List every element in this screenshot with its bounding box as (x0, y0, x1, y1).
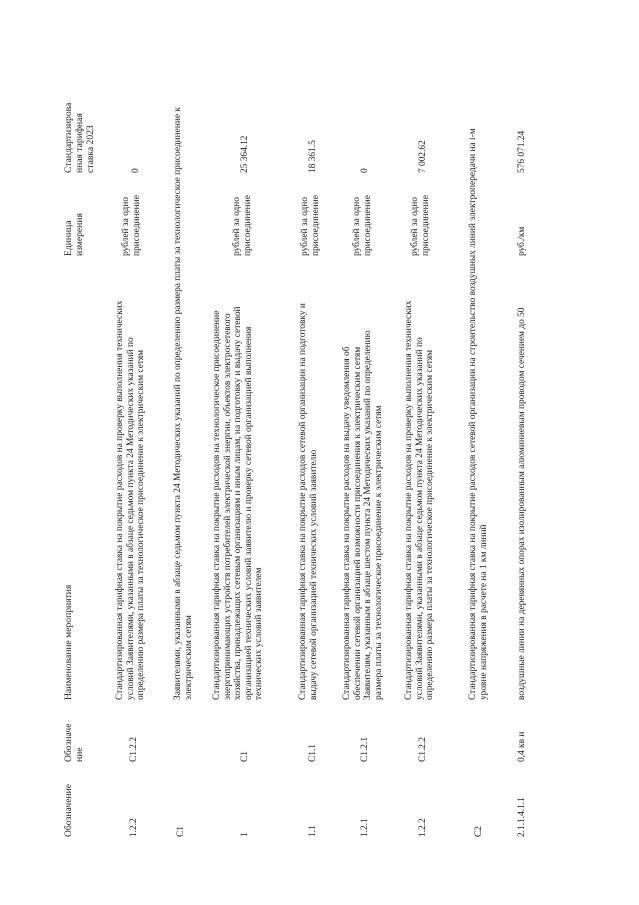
row-rate: 25 364.12 (240, 135, 250, 173)
row-unit: рублей за одно присоединение (121, 195, 142, 256)
header-code: Обозначение (63, 783, 74, 837)
row-rate: 7 002.62 (418, 140, 428, 173)
row-rate: 0 (360, 168, 370, 173)
row-unit: руб./км (517, 226, 527, 256)
header-short-code: Обозначе ние (63, 723, 85, 762)
header-name: Наименование мероприятия (63, 584, 74, 700)
row-short-code: С1.2.1 (360, 736, 370, 762)
row-code: C2 (474, 826, 484, 837)
row-name: воздушные линии на деревянных опорах изолированным алюминиевым проводом сечением до 50 (517, 307, 527, 700)
row-name: Стандартизированная тарифная ставка на покрытие расходов на выдачу уведомления об обеспечении сетевой организацией возможности присоединения к электрическим сетям Заявителям, указанным в абзаце шестом пункта 24 Методических указаний по определению размера платы за технологическое присоединение к электрическим сетям (342, 330, 384, 700)
row-name: Стандартизированная тарифная ставка на покрытие расходов на проверку выполнения технических условий Заявителями, указанными в абзаце седьмом пункта 24 Методических указаний по определению размера платы за технологическое присоединение к электрическим сетям (404, 300, 436, 700)
row-code: 1.2.1 (360, 818, 370, 837)
row-code: 2.1.1.4.1.1 (517, 797, 527, 837)
row-short-code: 0,4 кв и (517, 731, 527, 762)
row-name: Заявителями, указанными в абзаце седьмом пункта 24 Методических указаний по определению размера платы за технологическое присоединение к электрическим сетям (173, 107, 194, 700)
row-code: C1 (176, 826, 186, 837)
row-short-code: С1.1 (308, 744, 318, 762)
header-unit: Единица измерения (63, 213, 85, 256)
row-unit: рублей за одно присоединение (300, 195, 321, 256)
row-unit: рублей за одно присоединение (352, 195, 373, 256)
row-rate: 18 361.5 (308, 140, 318, 173)
row-name: Стандартизированная тарифная ставка на покрытие расходов на технологическое присоединение энергопринимающих устройств потребителей электрической энергии, объектов электросетевого хозяйства, принадлежащих сетевым организациям и иным лицам, на подготовку и выдачу сетевой организацией технических условий заявителю и проверку сетевой организацией выполнения технических условий заявителем (212, 306, 265, 700)
row-name: Стандартизированная тарифная ставка на покрытие расходов сетевой организации на подготовку и выдачу сетевой организацией технических условий заявителю (298, 303, 319, 700)
row-code: 1.1 (308, 825, 318, 837)
header-rate: Стандартизирова нная тарифная ставка 2023 (63, 102, 96, 173)
row-rate: 576 071.24 (517, 130, 527, 173)
row-short-code: C1 (240, 751, 250, 762)
row-short-code: С1.2.2 (418, 736, 428, 762)
row-code: 1.2.2 (418, 818, 428, 837)
row-name: Стандартизированная тарифная ставка на покрытие расходов сетевой организации на строительство воздушных линий электропередачи на i-м уровне напряжения в расчете на 1 км линий (468, 128, 489, 700)
row-unit: рублей за одно присоединение (410, 195, 431, 256)
row-code: 1.2.2 (129, 818, 139, 837)
row-name: Стандартизированная тарифная ставка на покрытие расходов на проверку выполнения технических условий Заявителями, указанными в абзаце седьмом пункта 24 Методических указаний по определению размера платы за технологическое присоединение к электрическим сетям (115, 300, 147, 700)
row-short-code: С1.2.2 (129, 736, 139, 762)
row-unit: рублей за одно присоединение (232, 195, 253, 256)
row-code: 1 (240, 832, 250, 837)
row-rate: 0 (131, 168, 141, 173)
